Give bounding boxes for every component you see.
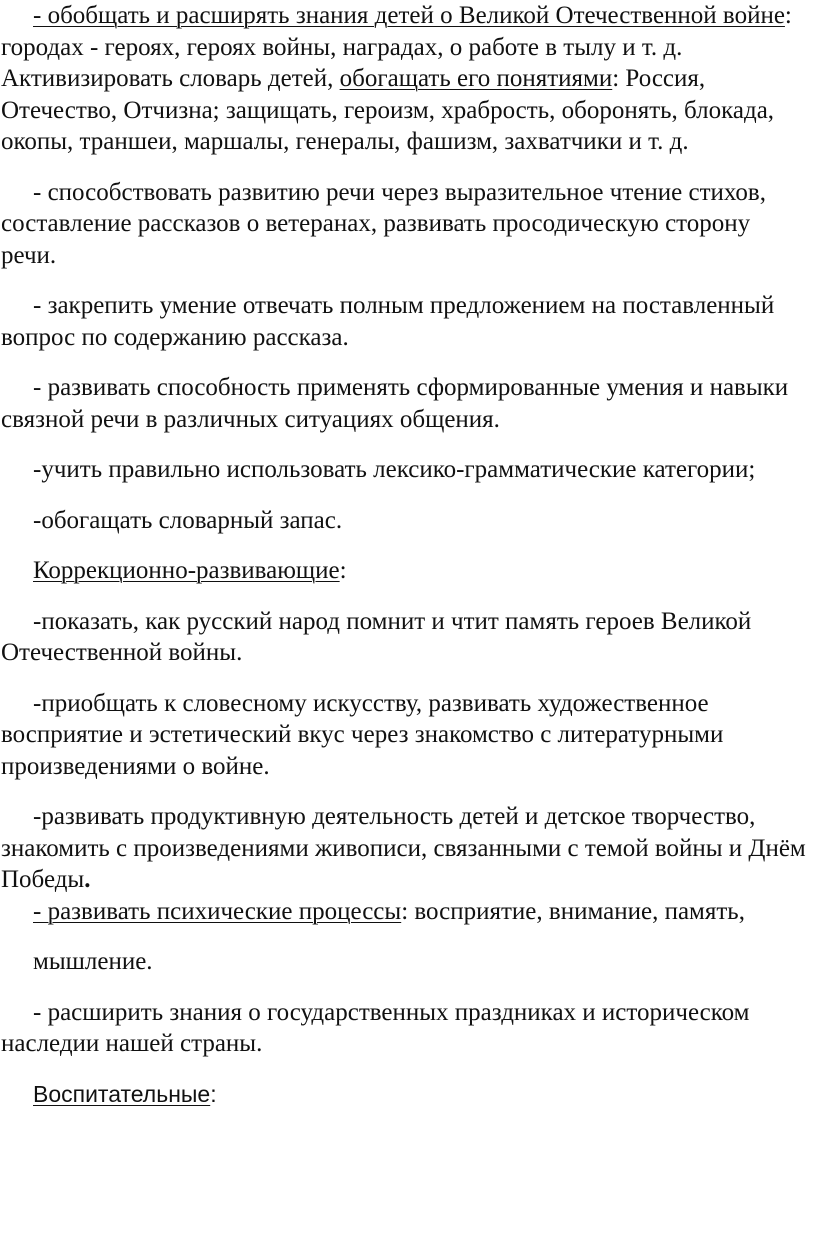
section-heading-correctional	[1, 555, 810, 587]
paragraph-text: : восприятие, внимание, память,	[401, 897, 745, 925]
goal-paragraph-grammar: -учить правильно использовать лексико-грамматические категории;	[33, 456, 756, 483]
section-heading-label: Воспитательные	[33, 1080, 211, 1107]
goal-paragraph-vocabulary: -обогащать словарный запас.	[33, 506, 343, 534]
section-heading-label: Коррекционно-развивающие	[33, 557, 340, 584]
section-heading-colon: :	[210, 1080, 217, 1107]
underlined-phrase: - развивать психические процессы	[33, 897, 402, 925]
paragraph-text: -развивать продуктивную деятельность детей и детское творчество, знакомить с произведениями живописи, связанными с темой войны и Днём Победы	[1, 803, 806, 893]
goal-paragraph-war-knowledge	[1, 0, 810, 158]
paragraph-text: : городах - героях, героях войны, наградах, о работе в тылу и т. д. Активизировать словарь детей,	[1, 2, 792, 92]
bold-period: .	[84, 866, 91, 893]
goal-paragraph-answer: - закрепить умение отвечать полным предложением на поставленный вопрос по содержанию рассказа.	[1, 292, 775, 351]
paragraph-text: : Россия, Отечество, Отчизна; защищать, героизм, храбрость, оборонять, блокада, окопы, траншеи, маршалы, генералы, фашизм, захватчики и т. д.	[1, 65, 775, 155]
goal-paragraph-holidays: - расширить знания о государственных праздниках и историческом наследии нашей страны.	[1, 998, 750, 1057]
goal-paragraph-mental-processes	[1, 896, 810, 928]
underlined-phrase: обогащать его понятиями	[339, 65, 613, 92]
goal-paragraph-art: -приобщать к словесному искусству, развивать художественное восприятие и эстетический вкус через знакомство с литературными произведениями о войне.	[1, 689, 724, 780]
goal-paragraph-speech: - способствовать развитию речи через выразительное чтение стихов, составление рассказов о ветеранах, развивать просодическую сторону речи.	[1, 178, 766, 269]
goal-paragraph-memory: -показать, как русский народ помнит и чтит память героев Великой Отечественной войны.	[1, 607, 752, 666]
goal-paragraph-creativity	[1, 801, 810, 896]
goal-paragraph-coherent-speech: - развивать способность применять сформированные умения и навыки связной речи в различных ситуациях общения.	[1, 374, 789, 433]
underlined-phrase: - обобщать и расширять знания детей о Великой Отечественной войне	[33, 2, 785, 29]
goal-paragraph-thinking: мышление.	[33, 948, 153, 975]
section-heading-colon: :	[339, 557, 347, 584]
section-heading-educational	[1, 1079, 810, 1111]
